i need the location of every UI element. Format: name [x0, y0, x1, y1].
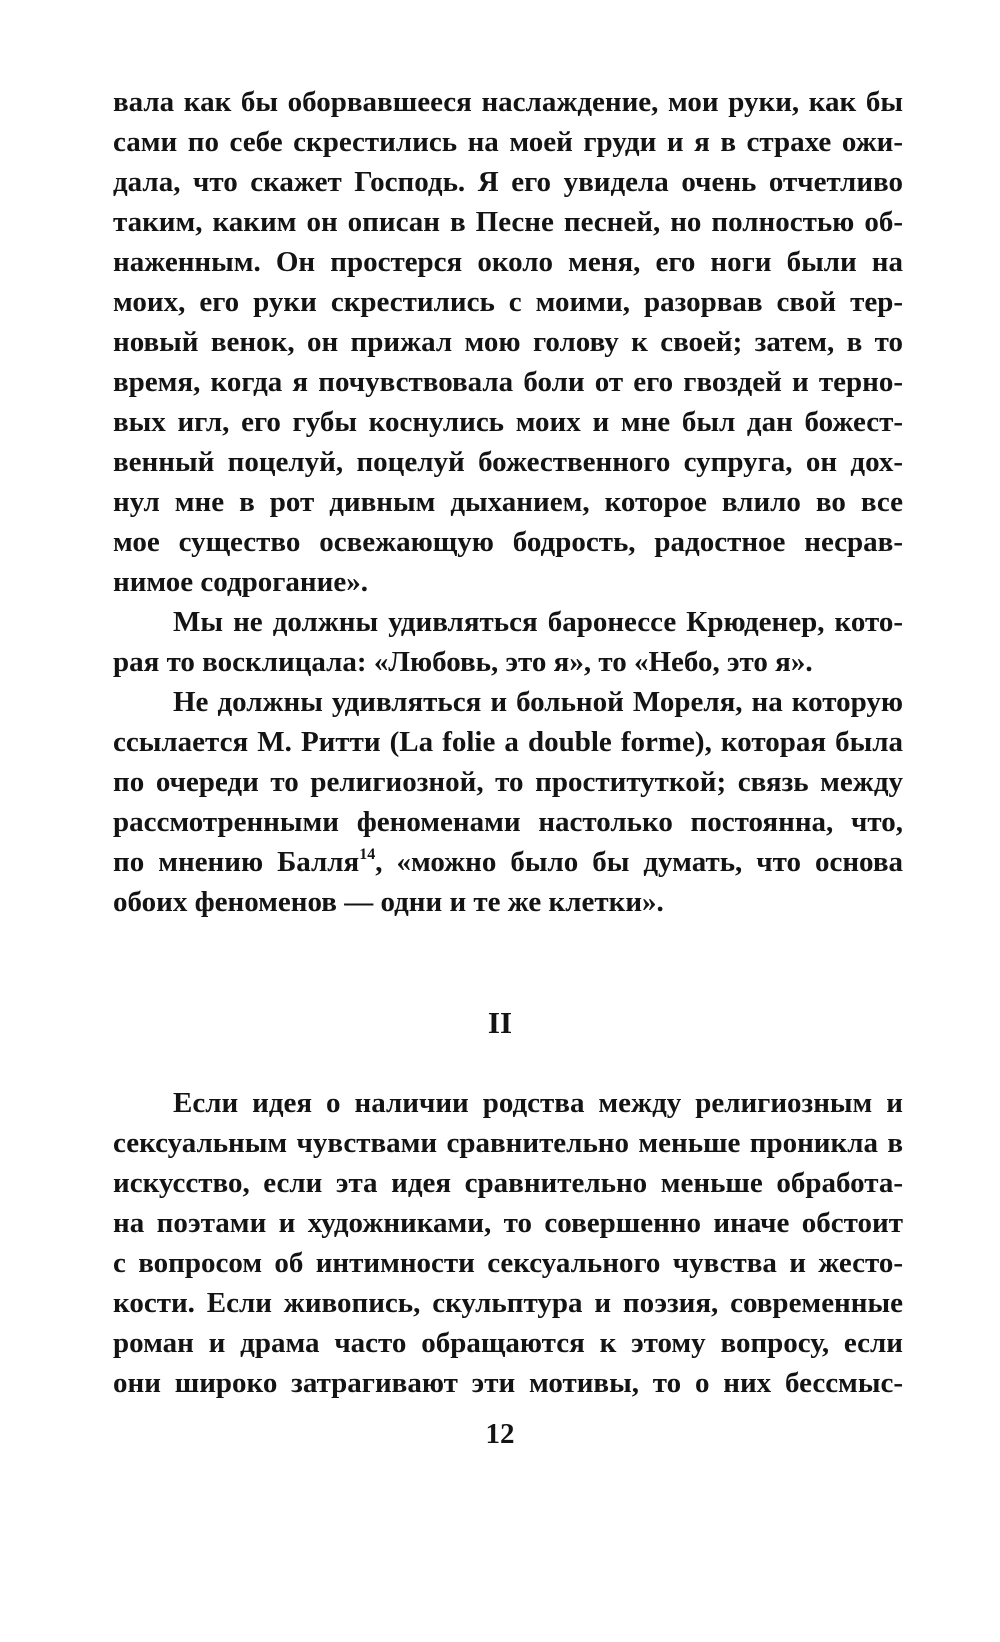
- text-segment: , «можно было бы думать, что основа: [375, 846, 903, 878]
- text-line: Если идея о наличии родства между религиозным и: [173, 1087, 903, 1119]
- section-heading: II: [487, 1005, 513, 1040]
- text-line: ссылается М. Ритти (La folie a double forme), которая была: [113, 726, 903, 758]
- text-line: наженным. Он простерся около меня, его ноги были на: [113, 246, 903, 278]
- text-line: они широко затрагивают эти мотивы, то о них бессмыс-: [113, 1367, 903, 1399]
- text-line: рая то восклицала: «Любовь, это я», то «Небо, это я».: [113, 646, 813, 678]
- text-line: мое существо освежающую бодрость, радостное несрав-: [113, 526, 903, 558]
- text-line: кости. Если живопись, скульптура и поэзия, современные: [113, 1287, 903, 1319]
- text-line: нимое содрогание».: [113, 566, 368, 598]
- text-line: дала, что скажет Господь. Я его увидела очень отчетливо: [113, 166, 903, 198]
- text-line: сексуальным чувствами сравнительно меньше проникла в: [113, 1127, 903, 1159]
- text-line: моих, его руки скрестились с моими, разорвав свой тер-: [113, 286, 903, 318]
- text-line: на поэтами и художниками, то совершенно иначе обстоит: [113, 1207, 903, 1239]
- text-line: рассмотренными феноменами настолько постоянна, что,: [113, 806, 903, 838]
- text-segment: по мнению Балля: [113, 846, 360, 878]
- text-line: сами по себе скрестились на моей груди и я в страхе ожи-: [113, 126, 903, 158]
- page-number: 12: [485, 1418, 515, 1450]
- text-line: Мы не должны удивляться баронессе Крюденер, кото-: [173, 606, 903, 638]
- text-line: вых игл, его губы коснулись моих и мне был дан божест-: [113, 406, 903, 438]
- text-line: искусство, если эта идея сравнительно меньше обработа-: [113, 1167, 903, 1199]
- text-line-with-footnote: [113, 842, 903, 882]
- text-line: время, когда я почувствовала боли от его гвоздей и терно-: [113, 366, 903, 398]
- text-line: новый венок, он прижал мою голову к своей; затем, в то: [113, 326, 903, 358]
- text-line: Не должны удивляться и больной Мореля, на которую: [173, 686, 903, 718]
- text-line: венный поцелуй, поцелуй божественного супруга, он дох-: [113, 446, 903, 478]
- text-line: вала как бы оборвавшееся наслаждение, мои руки, как бы: [113, 86, 903, 118]
- text-line: с вопросом об интимности сексуального чувства и жесто-: [113, 1247, 903, 1279]
- text-line: нул мне в рот дивным дыханием, которое влило во все: [113, 486, 903, 518]
- text-line: роман и драма часто обращаются к этому вопросу, если: [113, 1327, 903, 1359]
- text-line: таким, каким он описан в Песне песней, но полностью об-: [113, 206, 903, 238]
- footnote-reference: 14: [359, 846, 376, 863]
- text-line: по очереди то религиозной, то проституткой; связь между: [113, 766, 903, 798]
- text-line: обоих феноменов — одни и те же клетки».: [113, 886, 664, 918]
